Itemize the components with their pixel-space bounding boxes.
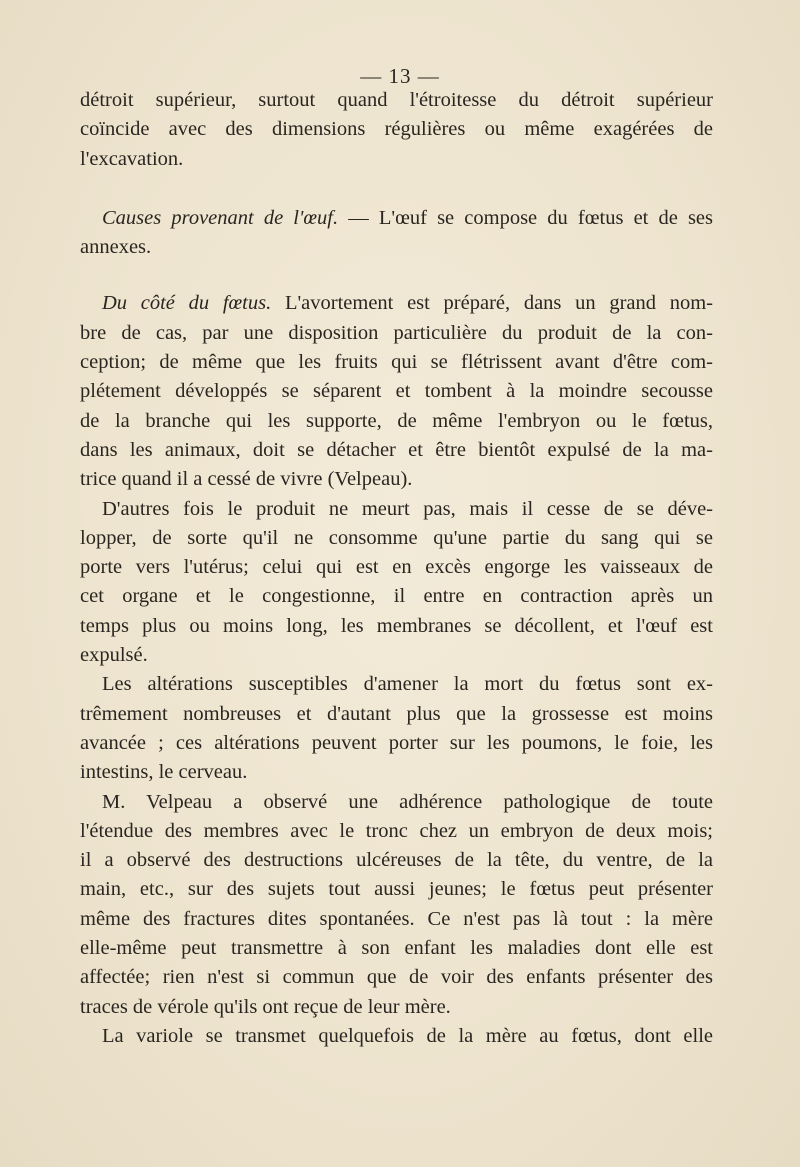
text-line: D'autres fois le produit ne meurt pas, mais il cesse de se déve- xyxy=(102,497,713,520)
paragraph-7 xyxy=(80,1022,713,1051)
text-line: porte vers l'utérus; celui qui est en excès engorge les vaisseaux de xyxy=(80,556,713,579)
text-line: dans les animaux, doit se détacher et être bientôt expulsé de la ma- xyxy=(80,438,713,461)
paragraph-causes-oeuf xyxy=(80,204,713,263)
paragraph-1 xyxy=(80,86,713,174)
section-heading: Du côté du fœtus. xyxy=(102,292,272,315)
text-line: Du côté du fœtus. L'avortement est préparé, dans un grand nom- xyxy=(102,292,713,315)
text-line: l'étendue des membres avec le tronc chez un embryon de deux mois; xyxy=(80,819,713,842)
text-line: avancée ; ces altérations peuvent porter sur les poumons, le foie, les xyxy=(80,731,713,754)
text-line: l'excavation. xyxy=(80,147,184,170)
text-line: même des fractures dites spontanées. Ce n'est pas là tout : la mère xyxy=(80,907,713,930)
text-line: plétement développés se séparent et tombent à la moindre secousse xyxy=(80,380,713,403)
text-line: La variole se transmet quelquefois de la mère au fœtus, dont elle xyxy=(102,1024,713,1047)
section-heading: Causes provenant de l'œuf. xyxy=(102,206,339,229)
text-line: main, etc., sur des sujets tout aussi jeunes; le fœtus peut présenter xyxy=(80,878,713,901)
text-line: de la branche qui les supporte, de même l'embryon ou le fœtus, xyxy=(80,409,713,432)
text-line: annexes. xyxy=(80,236,152,259)
text-line: cet organe et le congestionne, il entre en contraction après un xyxy=(80,585,713,608)
text-line: M. Velpeau a observé une adhérence pathologique de toute xyxy=(102,790,713,813)
text-line: coïncide avec des dimensions régulières ou même exagérées de xyxy=(80,118,713,141)
text-line: intestins, le cerveau. xyxy=(80,761,248,784)
text-line: il a observé des destructions ulcéreuses de la tête, du ventre, de la xyxy=(80,849,713,872)
text-line: Causes provenant de l'œuf. — L'œuf se compose du fœtus et de ses xyxy=(102,206,714,229)
text-line: expulsé. xyxy=(80,644,148,667)
text-line: ception; de même que les fruits qui se flétrissent avant d'être com- xyxy=(80,351,713,374)
text-line: bre de cas, par une disposition particulière du produit de la con- xyxy=(80,321,713,344)
text-line: détroit supérieur, surtout quand l'étroitesse du détroit supérieur xyxy=(80,89,713,111)
text-line: Les altérations susceptibles d'amener la mort du fœtus sont ex- xyxy=(102,673,713,696)
paragraph-4 xyxy=(80,495,713,671)
text-line: trice quand il a cessé de vivre (Velpeau). xyxy=(80,468,413,491)
paragraph-5 xyxy=(80,670,713,787)
text-line: elle-même peut transmettre à son enfant les maladies dont elle est xyxy=(80,937,713,960)
text-line: lopper, de sorte qu'il ne consomme qu'une partie du sang qui se xyxy=(80,526,713,549)
paragraph-cote-foetus xyxy=(80,289,713,494)
text-line: traces de vérole qu'ils ont reçue de leur mère. xyxy=(80,995,451,1018)
page-number: — 13 — xyxy=(360,64,440,88)
body-text xyxy=(80,86,713,1051)
text-line: trêmement nombreuses et d'autant plus que la grossesse est moins xyxy=(80,702,713,725)
text-line: affectée; rien n'est si commun que de voir des enfants présenter des xyxy=(80,966,713,989)
paragraph-6 xyxy=(80,788,713,1022)
text-line: temps plus ou moins long, les membranes se décollent, et l'œuf est xyxy=(80,614,713,637)
